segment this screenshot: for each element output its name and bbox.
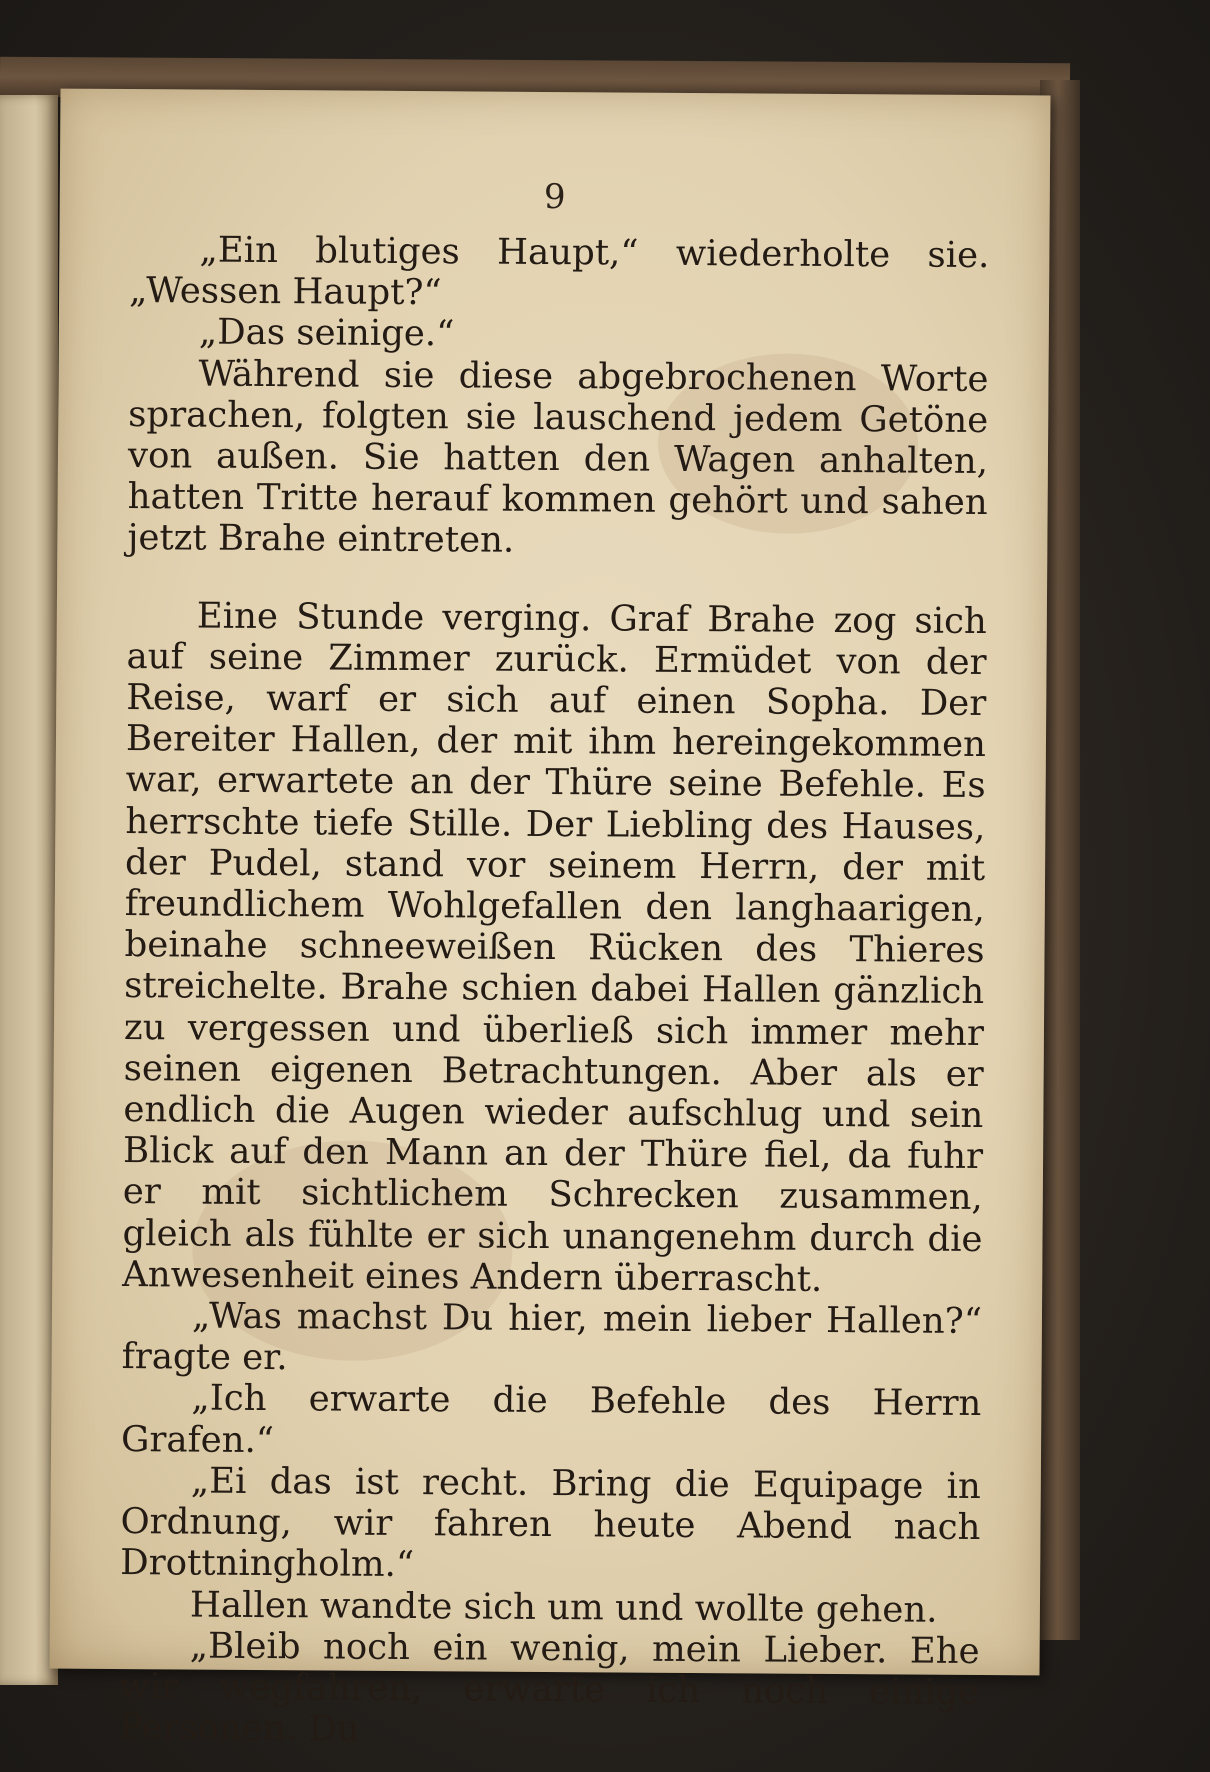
paragraph-1: „Ein blutiges Haupt,“ wiederholte sie. „Wessen Haupt?“ bbox=[128, 229, 990, 314]
paragraph-2: „Das seinige.“ bbox=[198, 311, 455, 355]
page-text bbox=[119, 229, 990, 1754]
book-page bbox=[49, 89, 1050, 1750]
paragraph-6: „Ich erwarte die Befehle des Herrn Grafen.“ bbox=[120, 1377, 982, 1461]
paragraph-5: „Was machst Du hier, mein lieber Hallen?“ fragte er. bbox=[121, 1295, 983, 1379]
paragraph-7: „Ei das ist recht. Bring die Equipage in Ordnung, wir fahren heute Abend nach Drottningholm.“ bbox=[120, 1460, 981, 1586]
paragraph-4: Eine Stunde verging. Graf Brahe zog sich auf seine Zimmer zurück. Ermüdet von der Reise, warf er sich auf einen Sopha. Der Bereiter Hallen, der mit ihm hereingekommen war, erwartete an der Thüre seine Befehle. Es herrschte tiefe Stille. Der Liebling des Hauses, der Pudel, stand vor seinem Herrn, der mit freundlichem Wohlgefallen den langhaarigen, beinahe schneeweißen Rücken des Thieres streichelte. Brahe schien dabei Hallen gänzlich zu vergessen und überließ sich immer mehr seinen eigenen Betrachtungen. Aber als er endlich die Augen wieder aufschlug und sein Blick auf den Mann an der Thüre fiel, da fuhr er mit sichtlichem Schrecken zusammen, gleich als fühlte er sich unangenehm durch die Anwesenheit eines Andern überrascht. bbox=[122, 595, 987, 1300]
paragraph-8: Hallen wandte sich um und wollte gehen. bbox=[189, 1584, 938, 1631]
page-number: 9 bbox=[543, 176, 566, 218]
paragraph-9: „Bleib noch ein wenig, mein Lieber. Ehe wir wegfahren, erwarte ich noch einige Personen. Du bbox=[118, 1625, 980, 1750]
previous-page-edge bbox=[0, 95, 58, 1685]
paragraph-3: Während sie diese abgebrochenen Worte sprachen, folgten sie lauschend jedem Getöne von außen. Sie hatten den Wagen anhalten, hatten Tritte herauf kommen gehört und sahen jetzt Brahe eintreten. bbox=[127, 353, 989, 562]
